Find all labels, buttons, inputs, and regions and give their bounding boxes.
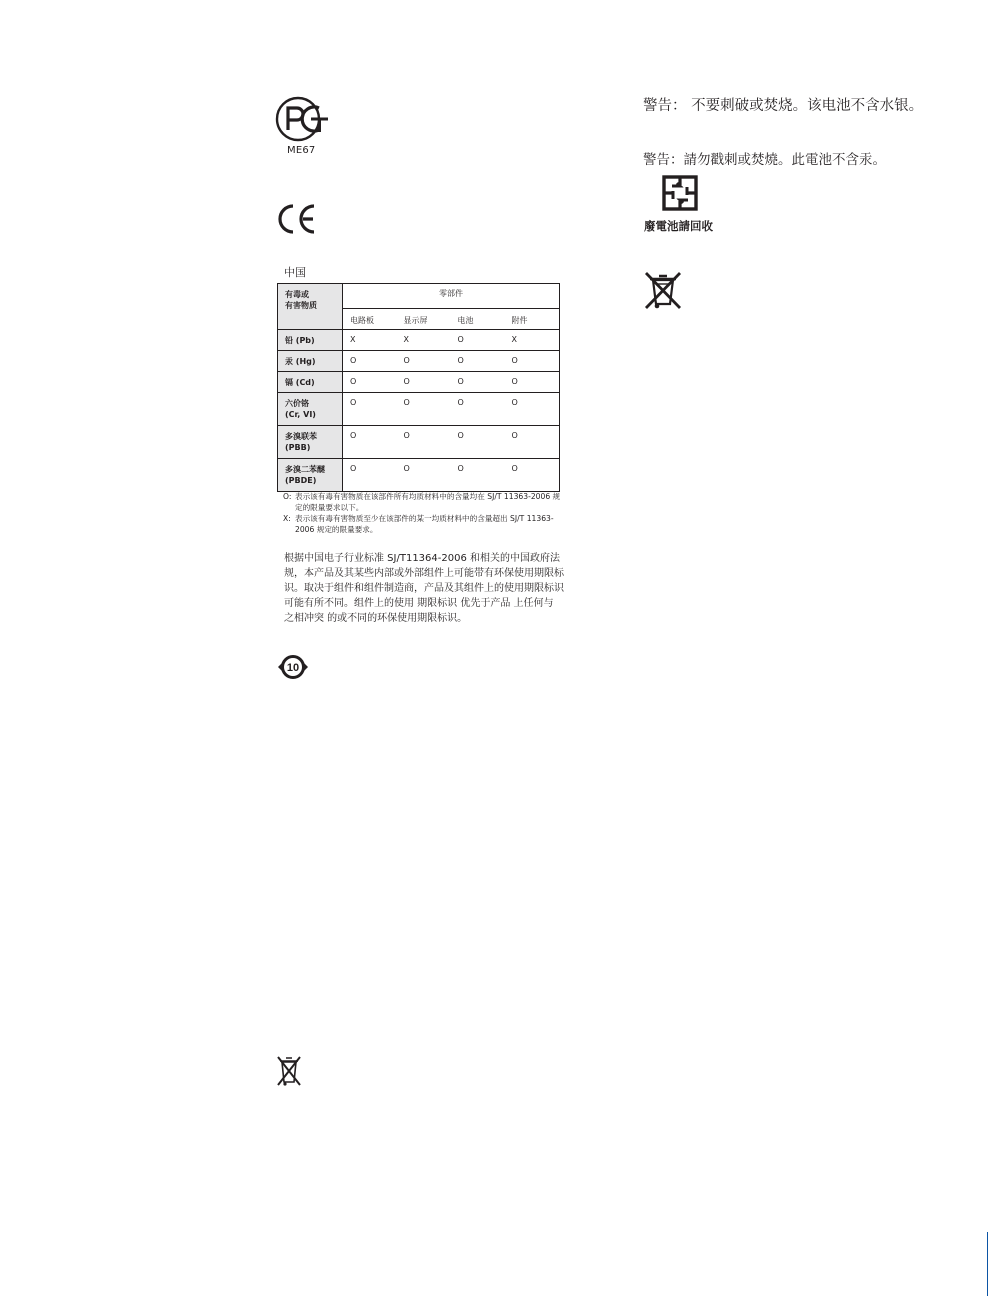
substance-name: 六价铬 (Cr, VI) xyxy=(278,393,343,426)
table-cell: O xyxy=(505,351,560,372)
table-cell: O xyxy=(343,372,397,393)
pct-mark-icon xyxy=(275,96,329,142)
table-cell: O xyxy=(505,393,560,426)
note-x xyxy=(283,513,563,535)
table-cell: O xyxy=(505,372,560,393)
note-key: O: xyxy=(283,492,292,501)
table-cell: O xyxy=(397,426,451,459)
table-cell: O xyxy=(451,393,505,426)
note-text: 表示该有毒有害物质在该部件所有均质材料中的含量均在 SJ/T 11363-2006 规定的限量要求以下。 xyxy=(295,492,561,512)
table-cell: X xyxy=(505,330,560,351)
note-text: 表示该有毒有害物质至少在该部件的某一均质材料中的含量超出 SJ/T 11363-2006 规定的限量要求。 xyxy=(295,514,554,534)
substance-name: 汞 (Hg) xyxy=(278,351,343,372)
efup-10-icon xyxy=(277,653,309,681)
note-o xyxy=(283,491,563,513)
column-header: 电路板 xyxy=(343,309,397,330)
table-cell: O xyxy=(343,393,397,426)
column-header: 附件 xyxy=(505,309,560,330)
warning-simplified: 警告： 不要刺破或焚烧。该电池不含水银。 xyxy=(643,98,924,114)
substance-header: 有毒或 有害物质 xyxy=(278,284,343,330)
page-edge-rule xyxy=(987,1232,988,1296)
table-cell: O xyxy=(451,351,505,372)
efup-number: 10 xyxy=(286,662,300,674)
substance-name: 多溴二苯醚 (PBDE) xyxy=(278,459,343,492)
certification-code: ME67 xyxy=(287,145,316,156)
table-cell: O xyxy=(397,351,451,372)
ce-mark-icon xyxy=(276,204,318,234)
hazardous-substances-table xyxy=(277,283,560,492)
note-key: X: xyxy=(283,514,291,523)
table-cell: X xyxy=(343,330,397,351)
table-cell: X xyxy=(397,330,451,351)
column-header: 电池 xyxy=(451,309,505,330)
table-row xyxy=(278,426,560,459)
substance-name: 多溴联苯 (PBB) xyxy=(278,426,343,459)
efup-paragraph: 根据中国电子行业标准 SJ/T11364-2006 和相关的中国政府法规，本产品及其某些内部或外部组件上可能带有环保使用期限标识。取决于组件和组件制造商，产品及其组件上的使用期限标识可能有所不同。组件上的使用 期限标识 优先于产品 上任何与 之相冲突 的或不同的环保使用期限标识。 xyxy=(284,553,564,624)
table-row xyxy=(278,351,560,372)
recycle-caption: 廢電池請回收 xyxy=(644,219,713,233)
substance-name: 镉 (Cd) xyxy=(278,372,343,393)
column-header: 显示屏 xyxy=(397,309,451,330)
table-cell: O xyxy=(505,426,560,459)
table-cell: O xyxy=(397,459,451,492)
warning-traditional: 警告：請勿戳刺或焚燒。此電池不含汞。 xyxy=(643,152,886,168)
table-cell: O xyxy=(451,459,505,492)
crossed-bin-icon xyxy=(276,1053,302,1087)
parts-header: 零部件 xyxy=(343,284,560,309)
substance-name: 铅 (Pb) xyxy=(278,330,343,351)
table-cell: O xyxy=(505,459,560,492)
table-row xyxy=(278,330,560,351)
table-cell: O xyxy=(343,426,397,459)
table-header-row xyxy=(278,284,560,309)
table-notes xyxy=(283,491,563,535)
crossed-bin-icon xyxy=(643,270,683,310)
table-cell: O xyxy=(343,459,397,492)
table-cell: O xyxy=(451,330,505,351)
table-cell: O xyxy=(397,393,451,426)
table-cell: O xyxy=(343,351,397,372)
battery-recycle-icon xyxy=(662,175,698,211)
table-cell: O xyxy=(397,372,451,393)
table-row xyxy=(278,459,560,492)
country-heading: 中国 xyxy=(284,266,306,279)
table-cell: O xyxy=(451,372,505,393)
table-row xyxy=(278,372,560,393)
table-cell: O xyxy=(451,426,505,459)
table-row xyxy=(278,393,560,426)
